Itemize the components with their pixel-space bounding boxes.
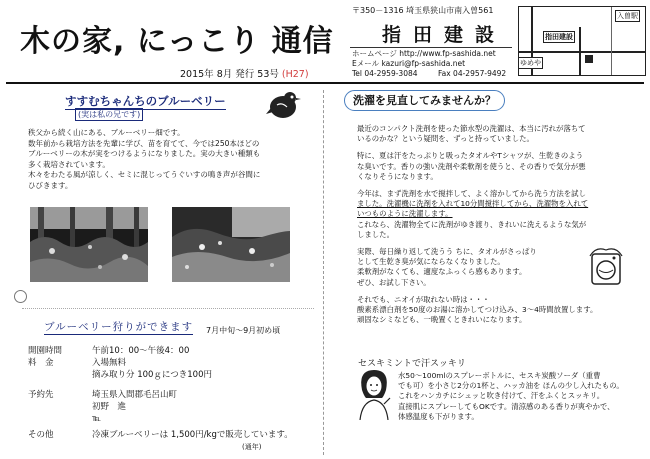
map-railway: [611, 7, 612, 75]
blueberry-subheading: (実は私の兄です): [75, 108, 143, 121]
issue-number: 2015年 8月 発行 53号: [180, 69, 279, 80]
body-line-underlined: いつものように洗濯します。: [357, 209, 453, 219]
issue-info: [180, 66, 309, 80]
body-line: 多く栽培されています。: [28, 159, 110, 169]
info-value: ℡: [92, 414, 102, 424]
body-line: 木々をわたる風が涼しく、セミに混じってうぐいすの鳴き声が谷間に: [28, 170, 261, 180]
body-line: 秩父から続く山にある、ブルーベリー畑です。: [28, 128, 185, 137]
picking-period: 7月中旬～9月初め頃: [206, 326, 281, 335]
body-line: これなら、洗濯物全てに洗剤がゆき渡り、きれいに洗えるような気が: [357, 219, 587, 229]
map-store-label: ゆめや: [520, 59, 541, 67]
map-station-label: 入曽駅: [617, 12, 638, 20]
info-label: 料 金: [28, 358, 54, 368]
mint-heading: セスキミントで汗スッキリ: [358, 359, 466, 369]
newsletter-title: 木の家, にっこり 通信: [20, 24, 334, 59]
map-office-label: 指田建設: [545, 33, 573, 41]
info-value: 冷凍ブルーベリーは 1,500円/kgで販売しています。: [92, 430, 293, 440]
blueberry-bush-photo: [172, 207, 290, 282]
company-address: 〒350－1316 埼玉県狭山市南入曽561: [352, 6, 494, 15]
info-label: その他: [28, 430, 54, 440]
body-line: な臭いです。香りの強い洗剤や柔軟剤を使うと、その香りで気分が悪: [357, 161, 586, 171]
info-value: 午前10：00～午後4：00: [92, 346, 190, 356]
body-line-underlined: ました。洗濯機に洗剤を入れて10分間撹拌してから、洗濯物を入れて: [357, 199, 589, 209]
info-value: 初野 進: [92, 402, 127, 412]
info-value: 埼玉県入間郡毛呂山町: [92, 390, 178, 400]
picking-heading: ブルーベリー狩りができます: [44, 321, 194, 333]
body-line: でも可）を小さじ2分の1杯と、ハッカ油を ほんの少し入れたもの。: [398, 381, 624, 391]
company-email[interactable]: Eメール kazuri@fp-sashida.net: [352, 59, 466, 68]
body-line: 特に、夏は汗をたっぷりと吸ったタオルやTシャツが、生乾きのよう: [357, 151, 584, 161]
body-line: 柔軟剤がなくても、適度なふっくら感もあります。: [357, 267, 527, 277]
column-divider: [323, 90, 324, 455]
body-line: 最近のコンパクト洗剤を使った節水型の洗濯は、本当に汚れが落ちて: [357, 124, 586, 133]
body-line: 直接肌にスプレーしてもOKです。清涼感のある香りが爽やかで、: [398, 401, 615, 411]
body-line: 実際、毎日繰り返して洗うう ちに、タオルがさっぱり: [357, 247, 537, 257]
body-line: ブルーベリーの木が実をつけるようになりました。実の大きい種類も: [28, 149, 261, 159]
washing-machine-illustration: [586, 246, 626, 286]
body-line: 頑固なシミなども、一晩置くときれいになります。: [357, 315, 527, 325]
paragraph: [357, 189, 639, 240]
paragraph: [357, 124, 639, 144]
info-note: (通年): [242, 443, 262, 451]
info-label: 開園時間: [28, 346, 63, 356]
body-line: 体感温度も下がります。: [398, 411, 479, 421]
body-line: として生乾き臭が気にならなくなりました。: [357, 257, 505, 267]
blueberry-field-photo: [30, 207, 148, 282]
company-divider: [350, 47, 512, 48]
map-office-marker: [585, 55, 593, 63]
body-line: いるのかな？という疑問を、ずっと持っていました。: [357, 134, 534, 144]
info-value: 入場無料: [92, 358, 127, 368]
info-label: 予約先: [28, 390, 54, 400]
info-value: 摘み取り分 100ｇにつき100円: [92, 370, 212, 380]
body-line: ぜひ、お試し下さい。: [357, 277, 431, 287]
body-line: それでも、ニオイが取れない時は・・・: [357, 294, 490, 304]
woman-illustration: [352, 368, 396, 420]
body-line: 水50～100mlのスプレーボトルに、セスキ炭酸ソーダ（重曹: [398, 371, 601, 380]
body-line: これをハンカチにシュッと吹き付けて、汗をふくとスッキリ。: [398, 391, 605, 401]
paragraph: [357, 151, 639, 182]
section-divider: [22, 308, 314, 309]
map-road: [579, 27, 581, 75]
laundry-heading: 洗濯を見直してみませんか？: [344, 90, 505, 111]
blueberry-heading: すすむちゃんちのブルーベリー: [65, 94, 226, 108]
body-line: ひびきます。: [28, 180, 73, 190]
body-line: 数年前から栽培方法を先輩に学び、苗を育てて、今では250本ほどの: [28, 138, 260, 148]
body-line: しました。: [357, 229, 394, 239]
company-tel: Tel 04-2959-3084: [352, 69, 418, 78]
company-homepage[interactable]: ホームページ http://www.fp-sashida.net: [352, 49, 496, 58]
company-fax: Fax 04-2957-9492: [438, 69, 507, 78]
body-line: くなりそうになります。: [357, 171, 438, 181]
map-road: [519, 51, 645, 53]
bird-illustration: [265, 88, 301, 122]
blueberry-body: [28, 128, 290, 192]
laundry-body: [357, 124, 639, 332]
location-map: [518, 6, 646, 76]
paragraph: [357, 295, 639, 326]
company-name: 指田建設: [382, 24, 507, 46]
body-line: 酸素系漂白剤を50度のお湯に溶かしてつけ込み、3～4時間放置します。: [357, 305, 598, 315]
punch-hole: [14, 290, 27, 303]
mint-body: [398, 371, 644, 422]
body-line: 今年は、まず洗剤を水で撹拌して、よく溶かしてから洗う方法を試し: [357, 189, 586, 199]
heisei-year: (H27): [281, 69, 309, 80]
